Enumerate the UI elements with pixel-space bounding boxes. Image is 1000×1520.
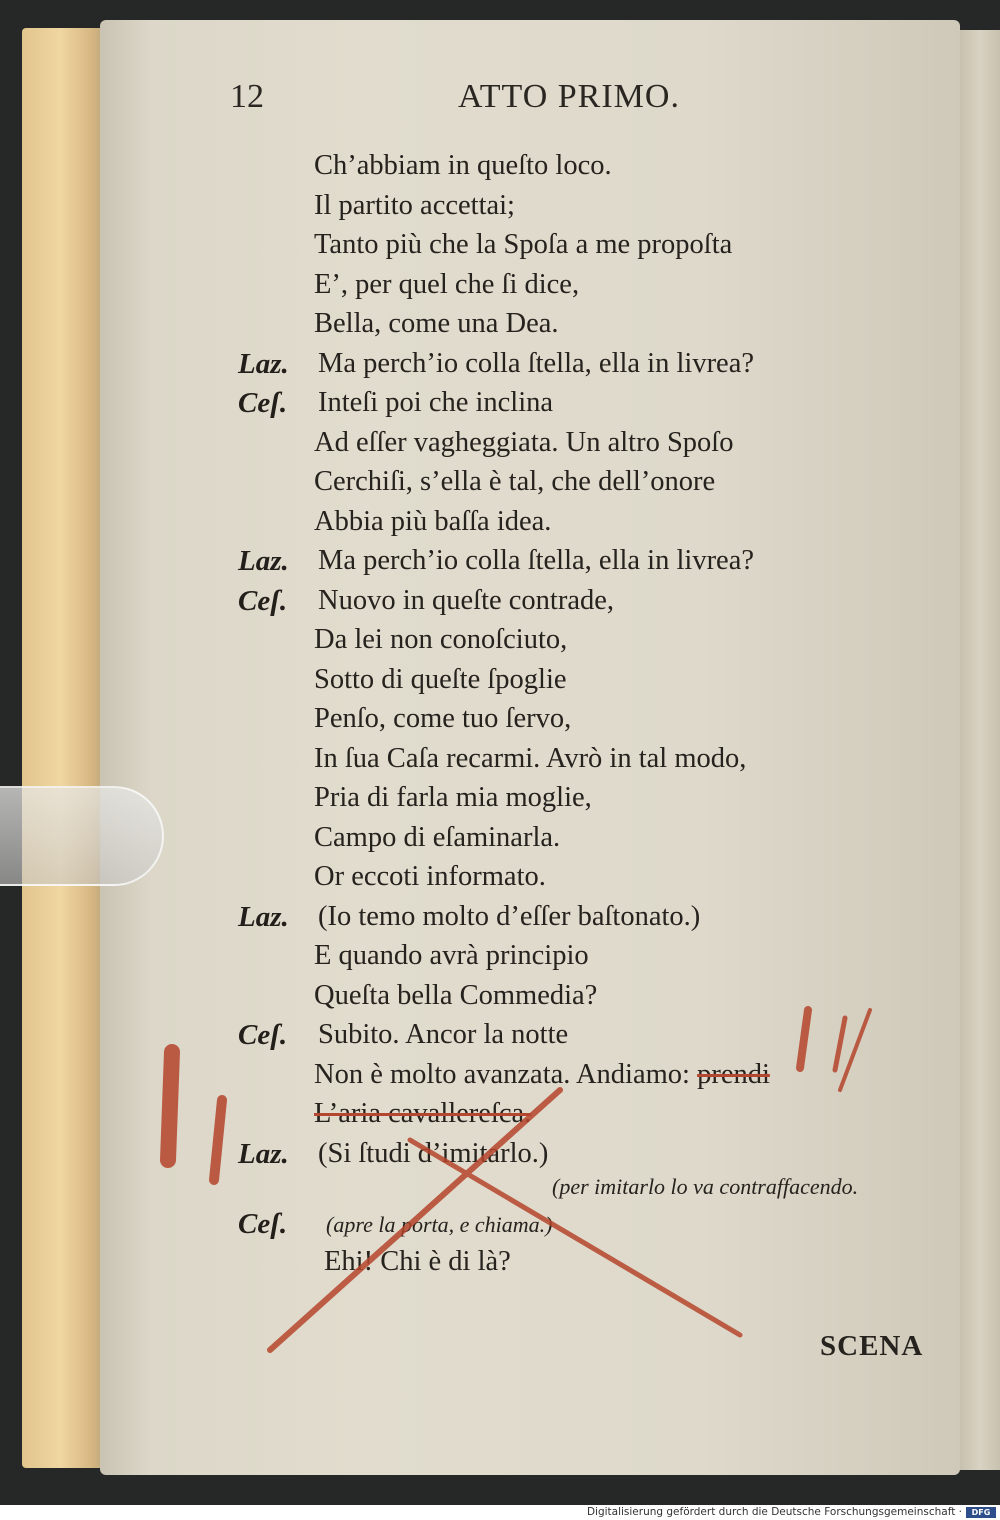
- verse-text: Or eccoti informato.: [314, 861, 546, 892]
- verse-line: [314, 150, 612, 182]
- verse-text: Ma perch’io colla ſtella, ella in livrea?: [318, 545, 755, 576]
- verse-line: [314, 664, 567, 696]
- verse-text: Ch’abbiam in queſto loco.: [314, 150, 612, 181]
- verse-line: [314, 506, 551, 538]
- verse-line: [318, 1019, 568, 1051]
- verse-line: [314, 229, 732, 261]
- speaker-label: Laz.: [238, 545, 289, 577]
- verse-text: Cerchiſi, s’ella è tal, che dell’onore: [314, 466, 716, 497]
- verse-text: E quando avrà principio: [314, 940, 589, 971]
- verse-text: (Si ſtudi d’imitarlo.): [318, 1138, 549, 1169]
- page-clip: [0, 786, 164, 886]
- struck-text: prendi: [697, 1059, 770, 1090]
- catchword: SCENA: [820, 1330, 924, 1362]
- verse-text: Ad eſſer vagheggiata. Un altro Spoſo: [314, 427, 734, 458]
- book-spine-edge: [22, 28, 108, 1468]
- speaker-label: Laz.: [238, 348, 289, 380]
- funding-credit: Digitalisierung gefördert durch die Deutsche Forschungsgemeinschaft ·: [586, 1506, 962, 1518]
- verse-text: Da lei non conoſciuto,: [314, 624, 568, 655]
- verse-line: [314, 427, 733, 459]
- stage-direction-door: (apre la porta, e chiama.): [326, 1212, 553, 1237]
- verse-line: [314, 861, 546, 893]
- speaker-label: Ceſ.: [238, 1019, 288, 1051]
- footer-bar: [0, 1505, 1000, 1520]
- verse-line: [314, 822, 560, 854]
- verse-line: [318, 348, 754, 380]
- verse-text: Queſta bella Commedia?: [314, 980, 598, 1011]
- dfg-logo: DFG: [966, 1507, 996, 1518]
- verse-text: Sotto di queſte ſpoglie: [314, 664, 567, 695]
- running-title: ATTO PRIMO.: [458, 78, 680, 115]
- speaker-label: Laz.: [238, 901, 289, 933]
- verse-line: [318, 901, 700, 933]
- page-number: 12: [230, 78, 264, 115]
- verse-text: Abbia più baſſa idea.: [314, 506, 552, 537]
- stage-direction-imitation: (per imitarlo lo va contraffacendo.: [552, 1174, 859, 1199]
- verse-line: [314, 269, 579, 301]
- verse-text: Nuovo in queſte contrade,: [318, 585, 614, 616]
- verse-text: Subito. Ancor la notte: [318, 1019, 569, 1050]
- verse-line: [314, 308, 559, 340]
- verse-line: [318, 585, 614, 617]
- verse-text: Pria di farla mia moglie,: [314, 782, 592, 813]
- verse-line: [314, 466, 715, 498]
- verse-text: Tanto più che la Spoſa a me propoſta: [314, 229, 733, 260]
- speaker-label: Ceſ.: [238, 585, 288, 617]
- struck-text: L’aria cavallereſca.: [314, 1098, 532, 1129]
- verse-line: [314, 624, 567, 656]
- verse-line: [314, 743, 746, 775]
- verse-line: [318, 545, 754, 577]
- verse-text: (Io temo molto d’eſſer baſtonato.): [318, 901, 701, 932]
- speaker-label: Laz.: [238, 1138, 289, 1170]
- verse-line: [314, 782, 592, 814]
- speaker-label: Ceſ.: [238, 1208, 288, 1240]
- verse-text: Penſo, come tuo ſervo,: [314, 703, 572, 734]
- verse-text: Campo di eſaminarla.: [314, 822, 561, 853]
- verse-line: [314, 1059, 770, 1091]
- verse-text: Bella, come una Dea.: [314, 308, 559, 339]
- verse-text: In ſua Caſa recarmi. Avrò in tal modo,: [314, 743, 747, 774]
- verse-line: [314, 1098, 531, 1130]
- verse-line: [314, 940, 589, 972]
- verse-text: E’, per quel che ſi dice,: [314, 269, 580, 300]
- verse-line: [318, 387, 553, 419]
- verse-line: [314, 190, 515, 222]
- verse-line: [314, 703, 571, 735]
- page-header: [230, 78, 930, 122]
- verse-line: [314, 980, 597, 1012]
- verse-text: Ma perch’io colla ſtella, ella in livrea?: [318, 348, 755, 379]
- verse-text: Il partito accettai;: [314, 190, 515, 221]
- verse-text: Non è molto avanzata. Andiamo:: [314, 1059, 690, 1090]
- speaker-label: Ceſ.: [238, 387, 288, 419]
- verse-text: Inteſi poi che inclina: [318, 387, 554, 418]
- verse-line: [318, 1138, 548, 1170]
- verse-line-final: Ehi! Chi è di là?: [324, 1246, 511, 1277]
